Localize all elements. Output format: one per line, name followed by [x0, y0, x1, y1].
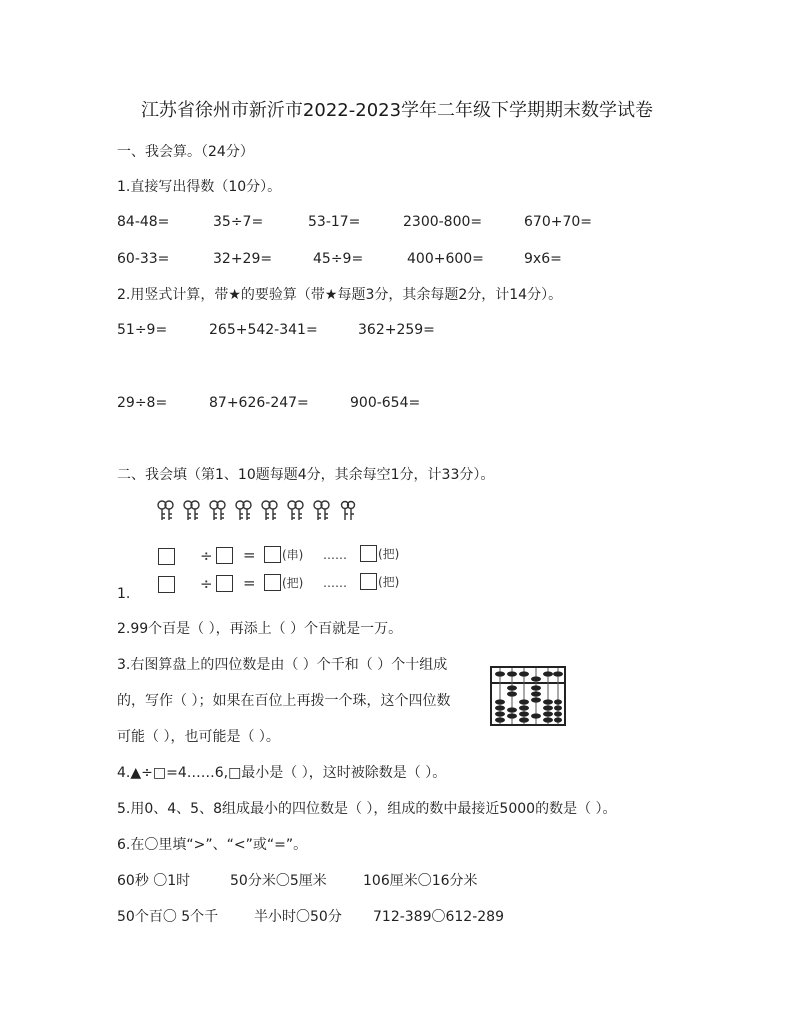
divide-sign: ÷ — [200, 547, 213, 565]
expr: 900-654= — [350, 395, 421, 411]
answer-box[interactable] — [264, 574, 281, 591]
answer-box[interactable] — [264, 546, 281, 563]
q2-label: 2.用竖式计算，带★的要验算（带★每题3分，其余每题2分，计14分）。 — [117, 287, 563, 303]
answer-box[interactable] — [360, 545, 377, 562]
unit-label: (把) — [378, 575, 400, 589]
answer-box[interactable] — [216, 547, 233, 564]
expr: 87+626-247= — [209, 395, 309, 411]
compare-item: 50个百〇 5个千 — [117, 909, 219, 925]
q6-label: 6.在〇里填“>”、“<”或“=”。 — [117, 837, 308, 853]
unit-label: (串) — [282, 548, 304, 562]
expr: 29÷8= — [117, 395, 168, 411]
key-icon — [340, 499, 356, 523]
expr: 60-33= — [117, 251, 170, 267]
equals-sign: = — [243, 574, 256, 592]
q1-number: 1. — [117, 586, 131, 602]
ellipsis: …… — [323, 548, 347, 562]
expr: 2300-800= — [403, 214, 483, 230]
expr: 51÷9= — [117, 322, 168, 338]
expr: 265+542-341= — [209, 322, 318, 338]
q5-text: 5.用0、4、5、8组成最小的四位数是（ ），组成的数中最接近5000的数是（ ）。 — [117, 801, 617, 817]
compare-item: 50分米〇5厘米 — [230, 873, 327, 889]
key-icon — [260, 499, 280, 523]
q3-line3: 可能（ ），也可能是（ ）。 — [117, 729, 280, 745]
q3-line2: 的，写作（ ）；如果在百位上再拨一个珠，这个四位数 — [117, 693, 451, 709]
compare-item: 712-389〇612-289 — [373, 909, 504, 925]
divide-sign: ÷ — [200, 575, 213, 593]
answer-box[interactable] — [158, 576, 175, 593]
equals-sign: = — [243, 546, 256, 564]
q1-label: 1.直接写出得数（10分）。 — [117, 179, 282, 195]
key-icon — [286, 499, 306, 523]
key-icon — [182, 499, 202, 523]
compare-item: 106厘米〇16分米 — [363, 873, 478, 889]
section1-heading: 一、我会算。（24分） — [117, 144, 254, 160]
section2-heading: 二、我会填（第1、10题每题4分，其余每空1分，计33分）。 — [117, 467, 495, 483]
q4-text: 4.▲÷□=4……6,□最小是（ ），这时被除数是（ ）。 — [117, 765, 447, 781]
expr: 45÷9= — [313, 251, 364, 267]
key-icon — [234, 499, 254, 523]
page-title: 江苏省徐州市新沂市2022-2023学年二年级下学期期末数学试卷 — [140, 100, 654, 121]
expr: 32+29= — [213, 251, 273, 267]
unit-label: (把) — [378, 547, 400, 561]
compare-item: 半小时〇50分 — [254, 909, 342, 925]
answer-box[interactable] — [158, 548, 175, 565]
key-icon — [312, 499, 332, 523]
key-icon — [208, 499, 228, 523]
ellipsis: …… — [323, 576, 347, 590]
q2-text: 2.99个百是（ ），再添上（ ）个百就是一万。 — [117, 621, 403, 637]
answer-box[interactable] — [216, 575, 233, 592]
compare-item: 60秒 〇1时 — [117, 873, 191, 889]
expr: 35÷7= — [213, 214, 264, 230]
expr: 84-48= — [117, 214, 170, 230]
key-icon — [156, 499, 176, 523]
expr: 670+70= — [524, 214, 592, 230]
expr: 53-17= — [308, 214, 361, 230]
q3-line1: 3.右图算盘上的四位数是由（ ）个千和（ ）个十组成 — [117, 657, 448, 673]
expr: 9x6= — [524, 251, 562, 267]
expr: 362+259= — [358, 322, 435, 338]
abacus-icon — [490, 666, 566, 726]
unit-label: (把) — [282, 576, 304, 590]
expr: 400+600= — [407, 251, 484, 267]
answer-box[interactable] — [360, 573, 377, 590]
